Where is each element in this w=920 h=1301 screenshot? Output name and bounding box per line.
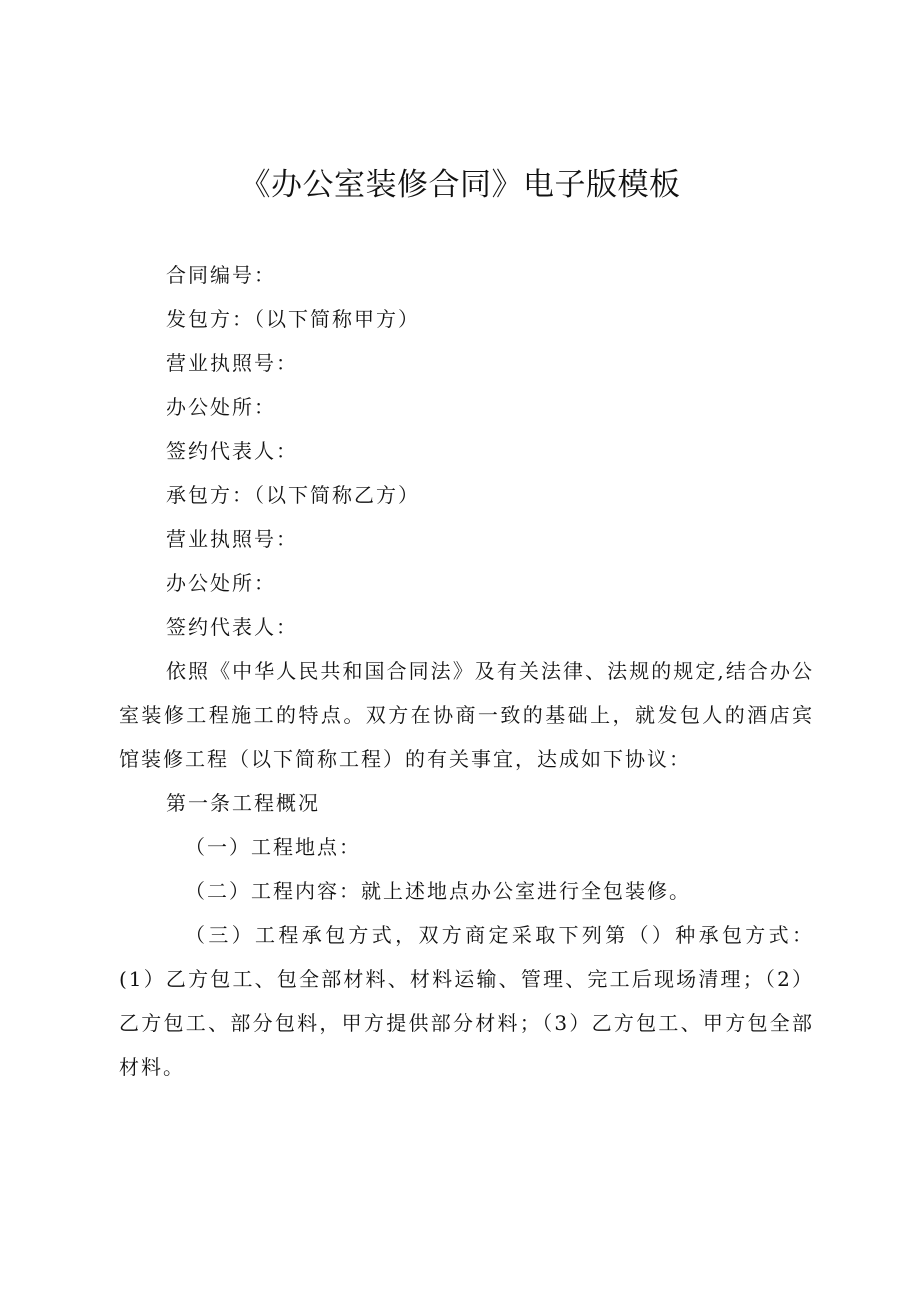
party-b-field: 承包方：（以下简称乙方）: [166, 483, 420, 507]
party-b-office-field: 办公处所：: [166, 571, 276, 595]
article-1-item-location: （一）工程地点：: [185, 835, 361, 859]
party-a-office-field: 办公处所：: [166, 395, 276, 419]
contract-number-field: 合同编号：: [166, 263, 276, 287]
intro-paragraph: 依照《中华人民共和国合同法》及有关法律、法规的规定,结合办公室装修工程施工的特点。双方在协商一致的基础上，就发包人的酒店宾馆装修工程（以下简称工程）的有关事宜，达成如下协议：: [119, 659, 814, 771]
party-a-license-field: 营业执照号：: [166, 351, 298, 375]
party-a-field: 发包方：（以下简称甲方）: [166, 307, 420, 331]
article-1-item-contract-mode: （三）工程承包方式，双方商定采取下列第（）种承包方式：(1）乙方包工、包全部材料、材料运输、管理、完工后现场清理；（2）乙方包工、部分包料，甲方提供部分材料；（3）乙方包工、甲方包全部材料。: [119, 923, 814, 1079]
document-title: 《办公室装修合同》电子版模板: [239, 167, 681, 203]
party-a-representative-field: 签约代表人：: [166, 439, 298, 463]
article-1-item-content: （二）工程内容：就上述地点办公室进行全包装修。: [185, 879, 691, 903]
party-b-license-field: 营业执照号：: [166, 527, 298, 551]
party-b-representative-field: 签约代表人：: [166, 615, 298, 639]
document-body: [119, 253, 814, 1089]
article-1-heading: 第一条工程概况: [166, 791, 320, 815]
